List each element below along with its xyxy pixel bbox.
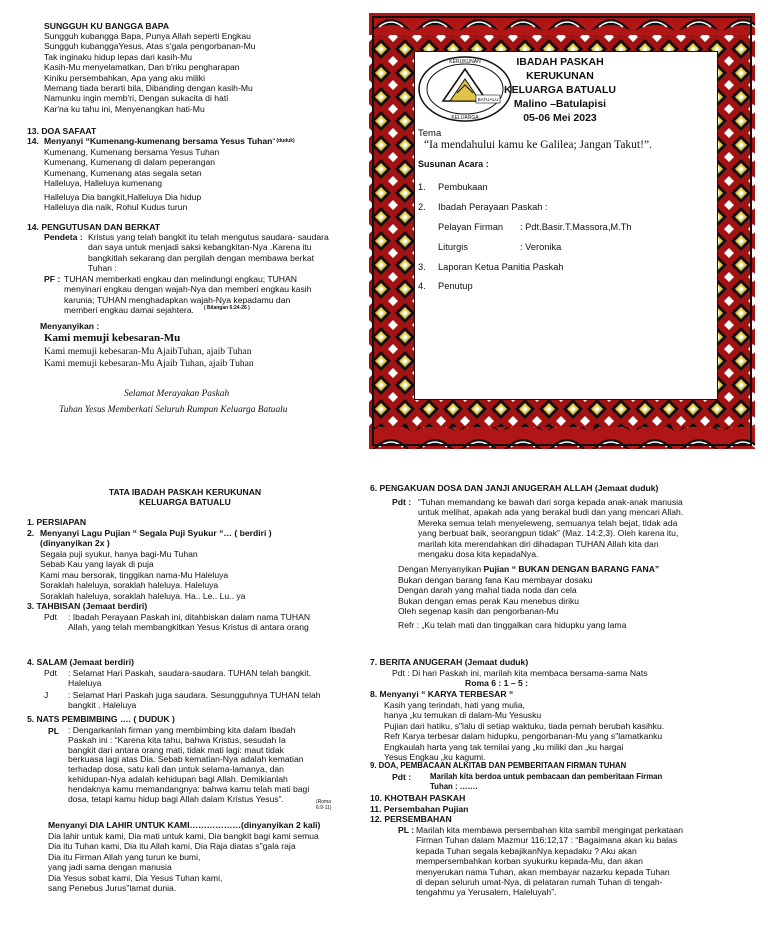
text-line: yang jadi sama dengan manusia — [48, 862, 172, 873]
section-6-song-title: Pujian “ BUKAN DENGAN BARANG FANA” — [483, 564, 660, 574]
program-item-number: 1. — [418, 182, 426, 192]
section-4-heading: 4. SALAM (Jemaat berdiri) — [27, 657, 134, 667]
text-line: berkuasa lagi atas Dia. Sebab kematian-Nya adalah kematian — [68, 754, 304, 765]
program-item-number: 3. — [418, 262, 426, 272]
section-2-heading: Menyanyi Lagu Pujian “ Segala Puji Syukur “… ( berdiri ) — [40, 528, 272, 538]
section-9-heading: 9. DOA, PEMBACAAN ALKITAB DAN PEMBERITAAN FIRMAN TUHAN — [370, 761, 627, 770]
section-7-reference: Roma 6 : 1 – 5 : — [465, 678, 529, 688]
text-line: sang Penebus Jurus"lamat dunia. — [48, 883, 177, 894]
section-9-label: Pdt : — [392, 772, 412, 782]
section-13-heading: 13. DOA SAFAAT — [27, 126, 97, 136]
section-10-heading: 10. KHOTBAH PASKAH — [370, 793, 466, 803]
tema-text: “Ia mendahului kamu ke Galilea; Jangan Takut!”. — [424, 139, 652, 151]
section-5-text — [68, 726, 309, 804]
section-6-text — [418, 497, 683, 559]
text-line: bangkitlah sekarang dan pergilah dengan membawa berkat — [88, 252, 314, 263]
text-line: yang berbuat baik, seorangpun tidak” (Maz. 14:2,3). Oleh karena itu, — [418, 528, 679, 539]
text-line: “Tuhan memandang ke bawah dari sorga kepada anak-anak manusia — [418, 497, 683, 507]
cover-title-line-1: IBADAH PASKAH — [516, 56, 604, 68]
section-12-label: PL : — [398, 825, 415, 835]
kami-song-lyrics — [44, 346, 254, 370]
kumenang-lyrics — [44, 147, 219, 189]
menyanyikan-label: Menyanyikan : — [40, 321, 100, 331]
text-line: tengahmu ya Yerusalem, Haleluyah”. — [416, 887, 557, 898]
text-line: Engkaulah harta yang tak ternilai yang „ku miliki dan „ku hargai — [384, 741, 624, 752]
text-line: Kumenang, Kumenang bersama Yesus Tuhan — [44, 147, 220, 157]
section-2-number: 2. — [27, 528, 35, 538]
text-line: : Selamat Hari Paskah juga saudara. Sesungguhnya TUHAN telah — [68, 689, 321, 700]
dia-song-lyrics — [48, 831, 319, 893]
text-line: Kumenang, Kumenang atas segala setan — [44, 167, 202, 178]
cover-title-line-4: Malino –Batulapisi — [513, 98, 607, 110]
section-9-text — [430, 772, 662, 792]
text-line: Kar'na ku tahu ini, Menyenangkan hati-Mu — [44, 103, 205, 114]
order-title — [60, 487, 310, 507]
program-item-label: Liturgis — [438, 242, 468, 252]
section-3-heading: 3. TAHBISAN (Jemaat berdiri) — [27, 601, 148, 611]
pendeta-text — [88, 232, 329, 273]
text-line: Dia itu Tuhan kami, Dia itu Allah kami, Dia Raja diatas s"gala raja — [48, 841, 296, 852]
text-line: mengaku dosa kita kepadaNya. — [418, 549, 539, 560]
text-line: : Ibadah Perayaan Paskah ini, ditahbiskan dalam nama TUHAN — [68, 612, 311, 622]
text-line: Paskah ini : “Karena kita tahu, bahwa Kristus, sesudah Ia — [68, 734, 286, 745]
closing-greeting: Selamat Merayakan Paskah — [124, 389, 230, 399]
section-5-reference: (Roma 6:9-11) — [316, 799, 332, 811]
text-line: hanya „ku temukan di dalam-Mu Yesusku — [384, 710, 542, 721]
pf-reference: ( Bilangan 6:24-26 ) — [204, 305, 250, 311]
text-line: kehidupan-Nya adalah kehidupan bagi Allah. Demikianlah — [68, 773, 288, 784]
section-8-lyrics — [384, 700, 664, 762]
section-6-refrain: Refr : „Ku telah mati dan tinggalkan cara hidupku yang lama — [398, 620, 627, 630]
text-line: Soraklah haleluya, soraklah haleluya. Ha.. Le.. Lu.. ya — [40, 590, 246, 601]
text-line: Pujian dari hatiku, s"lalu di setiap waktuku, tiada pernah berubah kasihku. — [384, 720, 665, 731]
text-line: : Selamat Hari Paskah, saudara-saudara. TUHAN telah bangkit. — [68, 668, 311, 678]
section-14b-heading: 14. PENGUTUSAN DAN BERKAT — [27, 222, 161, 232]
text-line: Kami mau bersorak, tinggikan nama-Mu Haleluya — [40, 569, 229, 580]
section-6-song-pre: Dengan Menyanyikan — [398, 564, 484, 574]
kami-song-title: Kami memuji kebesaran-Mu — [44, 332, 181, 344]
text-line: memberi engkau damai sejahtera. — [64, 304, 194, 315]
text-line: Dia lahir untuk kami, Dia mati untuk kami, Dia bangkit bagi kami semua — [48, 831, 319, 841]
text-line: Dia Yesus sobat kami, Dia Yesus Tuhan kami, — [48, 872, 223, 883]
section-12-heading: 12. PERSEMBAHAN — [370, 814, 452, 824]
closing-blessing: Tuhan Yesus Memberkati Seluruh Rumpun Keluarga Batualu — [59, 405, 288, 415]
section-2-sub: (dinyanyikan 2x ) — [40, 538, 110, 548]
text-line: Kami memuji kebesaran-Mu Ajaib Tuhan, ajaib Tuhan — [44, 358, 254, 369]
text-line: untuk melihat, apakah ada yang berakal budi dan yang mencari Allah. — [418, 507, 684, 518]
text-line: Tak inginaku hidup lepas dari kasih-Mu — [44, 51, 193, 62]
text-line: Bukan dengan emas perak Kau menebus diriku — [398, 595, 580, 606]
kumenang-lyrics-2 — [44, 192, 201, 213]
text-line: Halleluya dia naik, Rohul Kudus turun — [44, 202, 188, 213]
text-line: Firman Tuhan dalam Mazmur 116:12,17 : “Bagaimana akan ku balas — [416, 835, 678, 846]
text-line: Segala puji syukur, hanya bagi-Mu Tuhan — [40, 549, 198, 559]
program-item-label: Laporan Ketua Panitia Paskah — [438, 262, 564, 272]
text-line: Yesus Engkau „ku kagumi. — [384, 752, 486, 763]
section-6-heading: 6. PENGAKUAN DOSA DAN JANJI ANUGERAH ALLAH (Jemaat duduk) — [370, 483, 659, 493]
text-line: Kami memuji kebesaran-Mu AjaibTuhan, ajaib Tuhan — [44, 346, 252, 357]
text-line: Kristus yang telah bangkit itu telah mengutus saudara- saudara — [88, 232, 329, 242]
text-line: Dengan darah yang mahal tiada noda dan cela — [398, 585, 577, 596]
cover-title-line-3: KELUARGA BATUALU — [504, 84, 616, 96]
text-line: Dia itu Firman Allah yang turun ke bumi, — [48, 851, 201, 862]
pf-text — [64, 274, 311, 315]
section-5-label: PL — [48, 726, 59, 736]
program-item-value: : Veronika — [520, 242, 562, 252]
program-item-number: 2. — [418, 202, 426, 212]
svg-text:KERUKUNAN: KERUKUNAN — [449, 59, 481, 65]
speaker-label: J — [44, 689, 49, 700]
section-6-song-intro — [398, 564, 659, 574]
text-line: karunia; TUHAN menghadapkan wajah-Nya kepadamu dan — [64, 294, 291, 305]
text-line: Memang tiada berarti bila, Dibanding dengan kasih-Mu — [44, 83, 253, 94]
cover-title-line-5: 05-06 Mei 2023 — [523, 112, 597, 124]
text-line: Oleh segenap kasih dan pengorbanan-Mu — [398, 606, 559, 617]
text-line: di depan seluruh umat-Nya, di pelataran rumah Tuhan di tengah- — [416, 877, 663, 888]
program-item-number: 4. — [418, 281, 426, 291]
song-title: SUNGGUH KU BANGGA BAPA — [44, 21, 170, 31]
text-line: dan saya untuk menjadi saksi kebangkitan-Nya .Karena itu — [88, 242, 312, 253]
tema-label: Tema — [418, 128, 442, 139]
text-line: hendaknya kamu memandangnya: bahwa kamu telah mati bagi — [68, 783, 310, 794]
order-title-line-1: TATA IBADAH PASKAH KERUKUNAN — [108, 487, 262, 497]
section-8-heading: 8. Menyanyi “ KARYA TERBESAR “ — [370, 689, 514, 699]
section-3-text — [68, 612, 310, 633]
section-5-heading: 5. NATS PEMBIMBING …. ( DUDUK ) — [27, 714, 175, 724]
program-item-label: Pelayan Firman — [438, 222, 504, 232]
text-line: Namunku ingin memb'ri, Dengan sukacita di hati — [44, 93, 229, 104]
text-line: bangkit dari antara orang mati, tidak mati lagi: maut tidak — [68, 744, 284, 755]
program-item-label: Pembukaan — [438, 182, 488, 192]
pendeta-label: Pendeta : — [44, 232, 83, 242]
text-line: menyinari engkau dengan wajah-Nya dan memberi engkau kasih — [64, 284, 312, 295]
text-line: terhadap dosa, satu kali dan untuk selama-lamanya, dan — [68, 764, 284, 775]
text-line: Bukan dengan barang fana Kau membayar dosaku — [398, 575, 593, 585]
text-line: Halleluya, Halleluya kumenang — [44, 178, 162, 189]
section-14-number: 14. — [27, 136, 39, 146]
text-line: Mereka semua telah menyeleweng, semuanya telah bejat, tidak ada — [418, 517, 678, 528]
speaker-label: Pdt — [44, 668, 57, 678]
text-line: Tuhan : ……. — [430, 782, 478, 791]
text-line: Soraklah haleluya, soraklah haleluya. Haleluya — [40, 580, 219, 591]
order-title-line-2: KELUARGA BATUALU — [139, 497, 231, 507]
pf-label: PF : — [44, 274, 61, 284]
svg-text:KELUARGA: KELUARGA — [451, 115, 479, 121]
section-1-heading: 1. PERSIAPAN — [27, 517, 87, 527]
section-3-label: Pdt — [44, 612, 57, 622]
text-line: dosa, tetapi kamu hidup bagi Allah dalam Kristus Yesus”. — [68, 793, 284, 804]
text-line: Tuhan : — [88, 262, 117, 273]
section-14-note: “ (duduk) — [272, 138, 295, 144]
text-line: marilah kita merendahkan diri dihadapan TUHAN Allah kita dan — [418, 538, 659, 549]
section-14-title: Menyanyi “Kumenang-kumenang bersama Yesus Tuhan — [44, 136, 273, 146]
song-lyrics — [44, 31, 256, 114]
program-item-value: : Pdt.Basir.T.Massora,M.Th — [520, 222, 632, 232]
text-line: Sungguh kubanggaYesus, Atas s'gala pengorbanan-Mu — [44, 41, 256, 52]
text-line: : Dengarkanlah firman yang membimbing kita dalam Ibadah — [68, 725, 296, 735]
program-item-label: Ibadah Perayaan Paskah : — [438, 202, 548, 212]
svg-text:BATUALU: BATUALU — [477, 97, 499, 102]
section-2-lyrics — [40, 549, 245, 601]
section-6-song-lyrics — [398, 575, 592, 617]
text-line: Sebab Kau yang layak di puja — [40, 559, 154, 570]
text-line: Kasih-Mu menyelamatkan, Dan b'riku pengharapan — [44, 62, 240, 73]
cover-title — [497, 55, 623, 125]
section-7-heading: 7. BERITA ANUGERAH (Jemaat duduk) — [370, 657, 529, 667]
section-7-text: Pdt : Di hari Paskah ini, marilah kita membaca bersama-sama Nats — [392, 668, 648, 678]
text-line: Kumenang, Kumenang di dalam peperangan — [44, 157, 216, 168]
section-11-heading: 11. Persembahan Pujian — [370, 804, 469, 814]
text-line: Haleluya — [68, 678, 102, 689]
section-6-label: Pdt : — [392, 497, 412, 507]
text-line: Refr Karya terbesar dalam hidupku, pengorbanan-Mu yang s"lamatkanku — [384, 731, 663, 742]
program-item-label: Penutup — [438, 281, 473, 291]
text-line: kepada Tuhan segala kebajikanNya kepadaku ? Aku akan — [416, 845, 637, 856]
text-line: mempersembahkan korban syukurku kepada-Mu, dan akan — [416, 856, 643, 867]
text-line: Sungguh kubangga Bapa, Punya Allah seperti Engkau — [44, 31, 251, 41]
text-line: Marilah kita membawa persembahan kita sambil mengingat perkataan — [416, 825, 684, 835]
section-12-text — [416, 825, 683, 898]
susunan-acara-heading: Susunan Acara : — [418, 159, 489, 169]
text-line: Kasih yang terindah, hati yang mulia, — [384, 700, 525, 710]
section-14-heading — [44, 136, 295, 146]
text-line: bangkit . Haleluya — [68, 700, 137, 711]
text-line: Kiniku persembahkan, Apa yang aku miliki — [44, 72, 205, 83]
cover-title-line-2: KERUKUNAN — [526, 70, 594, 82]
text-line: Marilah kita berdoa untuk pembacaan dan pemberitaan Firman — [430, 772, 663, 781]
text-line: TUHAN memberkati engkau dan melindungi engkau; TUHAN — [64, 274, 297, 284]
text-line: Allah, yang telah membangkitkan Yesus Kristus di antara orang — [68, 622, 309, 633]
text-line: Halleluya Dia bangkit,Halleluya Dia hidup — [44, 192, 202, 202]
dia-song-heading: Menyanyi DIA LAHIR UNTUK KAMI………………(dinyanyikan 2 kali) — [48, 820, 321, 830]
text-line: menyerukan nama Tuhan, akan membayar nazarku kepada Tuhan — [416, 866, 670, 877]
